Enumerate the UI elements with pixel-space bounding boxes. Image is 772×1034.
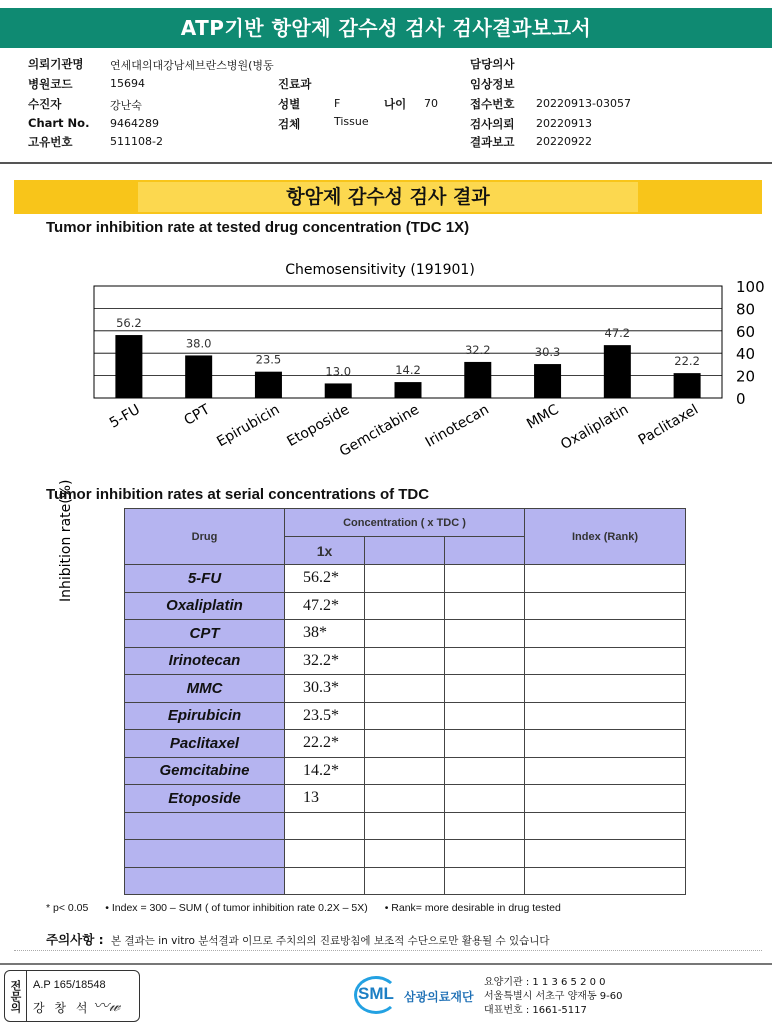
value-cell bbox=[445, 785, 525, 813]
value-cell bbox=[365, 620, 445, 648]
report-title: ATP기반 항암제 감수성 검사 검사결과보고서 bbox=[0, 8, 772, 48]
ytick-label: 20 bbox=[736, 367, 756, 386]
info-divider bbox=[0, 162, 772, 164]
value-cell bbox=[445, 812, 525, 840]
stamp-side-label: 전문의 bbox=[5, 971, 27, 1021]
header-index: Index (Rank) bbox=[525, 509, 686, 565]
index-cell bbox=[525, 757, 686, 785]
table-row bbox=[125, 620, 686, 648]
value-specimen: Tissue bbox=[334, 115, 369, 128]
bottom-divider bbox=[0, 963, 772, 965]
label-sex: 성별 bbox=[278, 97, 301, 111]
xtick-label: 5-FU bbox=[106, 401, 143, 432]
index-cell bbox=[525, 647, 686, 675]
lab-code: 요양기관 : 1 1 3 6 5 2 0 0 bbox=[484, 977, 606, 988]
value-receipt: 20220913-03057 bbox=[536, 97, 631, 110]
caution-text: 본 결과는 in vitro 분석결과 이므로 주치의의 진료방침에 보조적 수단으로만 활용될 수 있습니다 bbox=[111, 935, 550, 947]
index-cell bbox=[525, 702, 686, 730]
footnote-index: • Index = 300 – SUM ( of tumor inhibition rate 0.2X – 5X) bbox=[105, 902, 368, 914]
label-org: 의뢰기관명 bbox=[28, 57, 84, 71]
label-dept: 진료과 bbox=[278, 77, 312, 91]
ytick-label: 40 bbox=[736, 345, 756, 364]
lab-address bbox=[484, 976, 623, 1018]
logo-text: SML bbox=[358, 984, 394, 1003]
ytick-label: 100 bbox=[736, 278, 765, 296]
value-cell bbox=[445, 757, 525, 785]
bar-value-label: 32.2 bbox=[464, 342, 491, 357]
value-cell bbox=[445, 730, 525, 758]
table-row bbox=[125, 840, 686, 868]
value-1x-cell: 38* bbox=[285, 620, 365, 648]
bar-value-label: 22.2 bbox=[674, 354, 700, 369]
ytick-label: 0 bbox=[736, 390, 746, 408]
label-unique: 고유번호 bbox=[28, 135, 73, 149]
value-1x-cell: 14.2* bbox=[285, 757, 365, 785]
value-report: 20220922 bbox=[536, 135, 592, 148]
value-age: 70 bbox=[424, 97, 438, 110]
lab-street: 서울특별시 서초구 양재동 9-60 bbox=[484, 991, 623, 1002]
header-1x: 1x bbox=[285, 537, 365, 565]
value-cell bbox=[445, 840, 525, 868]
label-chart: Chart No. bbox=[28, 116, 90, 130]
table-row bbox=[125, 812, 686, 840]
value-chart: 9464289 bbox=[110, 117, 159, 130]
drug-cell: Paclitaxel bbox=[125, 730, 285, 758]
bar-value-label: 56.2 bbox=[116, 316, 142, 331]
table-row bbox=[125, 730, 686, 758]
xtick-label: CPT bbox=[181, 401, 213, 429]
value-cell bbox=[445, 867, 525, 895]
value-cell bbox=[365, 840, 445, 868]
table-row bbox=[125, 785, 686, 813]
bar bbox=[115, 335, 142, 398]
value-cell bbox=[365, 730, 445, 758]
value-cell bbox=[365, 592, 445, 620]
header-drug: Drug bbox=[125, 509, 285, 565]
bar bbox=[604, 345, 631, 398]
table-row bbox=[125, 647, 686, 675]
drug-cell bbox=[125, 840, 285, 868]
bar bbox=[185, 355, 212, 398]
drug-cell: Epirubicin bbox=[125, 702, 285, 730]
value-cell bbox=[445, 702, 525, 730]
value-cell bbox=[365, 812, 445, 840]
value-1x-cell bbox=[285, 867, 365, 895]
value-unique: 511108-2 bbox=[110, 135, 163, 148]
drug-cell: Gemcitabine bbox=[125, 757, 285, 785]
chart-ylabel: Inhibition rate(%) bbox=[58, 479, 74, 602]
bar-value-label: 47.2 bbox=[604, 326, 631, 341]
drug-cell bbox=[125, 867, 285, 895]
sml-logo bbox=[354, 976, 478, 1016]
bar-value-label: 23.5 bbox=[255, 352, 282, 367]
index-cell bbox=[525, 730, 686, 758]
chart-title: Chemosensitivity (191901) bbox=[285, 262, 475, 278]
bar bbox=[325, 383, 352, 398]
concentration-table bbox=[124, 508, 686, 895]
pathologist-stamp bbox=[4, 970, 140, 1022]
drug-cell: MMC bbox=[125, 675, 285, 703]
table-row bbox=[125, 757, 686, 785]
value-cell bbox=[365, 647, 445, 675]
header-concentration: Concentration ( x TDC ) bbox=[285, 509, 525, 537]
label-request: 검사의뢰 bbox=[470, 117, 515, 131]
value-sex: F bbox=[334, 97, 341, 110]
label-doctor: 담당의사 bbox=[470, 57, 515, 71]
value-cell bbox=[365, 702, 445, 730]
table-row bbox=[125, 592, 686, 620]
lab-phone: 대표번호 : 1661-5117 bbox=[484, 1005, 587, 1016]
bar-value-label: 30.3 bbox=[534, 345, 561, 360]
value-cell bbox=[445, 675, 525, 703]
footnotes bbox=[46, 902, 575, 914]
ytick-label: 60 bbox=[736, 322, 756, 341]
index-cell bbox=[525, 785, 686, 813]
drug-cell: Irinotecan bbox=[125, 647, 285, 675]
index-cell bbox=[525, 620, 686, 648]
value-1x-cell: 22.2* bbox=[285, 730, 365, 758]
label-receipt: 접수번호 bbox=[470, 97, 515, 111]
xtick-label: Oxaliplatin bbox=[558, 401, 632, 454]
value-cell bbox=[365, 565, 445, 593]
index-cell bbox=[525, 675, 686, 703]
patient-info bbox=[28, 56, 748, 152]
caution-label: 주의사항 : bbox=[46, 932, 104, 947]
drug-cell bbox=[125, 812, 285, 840]
label-specimen: 검체 bbox=[278, 117, 301, 131]
value-1x-cell bbox=[285, 840, 365, 868]
xtick-label: Irinotecan bbox=[422, 401, 492, 451]
stamp-license: A.P 165/18548 bbox=[33, 979, 106, 991]
table-row bbox=[125, 675, 686, 703]
index-cell bbox=[525, 840, 686, 868]
bar-value-label: 14.2 bbox=[395, 363, 421, 378]
bar bbox=[464, 362, 491, 398]
value-1x-cell: 30.3* bbox=[285, 675, 365, 703]
xtick-label: Gemcitabine bbox=[336, 401, 422, 460]
drug-cell: CPT bbox=[125, 620, 285, 648]
footnote-p: * p< 0.05 bbox=[46, 902, 89, 914]
xtick-label: Paclitaxel bbox=[635, 401, 702, 449]
table-row bbox=[125, 565, 686, 593]
table-section-title: Tumor inhibition rates at serial concentrations of TDC bbox=[46, 486, 430, 503]
label-age: 나이 bbox=[384, 97, 407, 111]
value-1x-cell: 32.2* bbox=[285, 647, 365, 675]
chart-section-title: Tumor inhibition rate at tested drug concentration (TDC 1X) bbox=[46, 219, 470, 236]
bar bbox=[395, 382, 422, 398]
bar bbox=[534, 364, 561, 398]
value-cell bbox=[445, 620, 525, 648]
value-cell bbox=[365, 785, 445, 813]
value-cell bbox=[445, 565, 525, 593]
value-1x-cell: 56.2* bbox=[285, 565, 365, 593]
dotted-divider bbox=[14, 950, 762, 951]
stamp-name: 강 창 석 bbox=[33, 1001, 91, 1015]
value-1x-cell bbox=[285, 812, 365, 840]
value-cell bbox=[365, 867, 445, 895]
label-hospital-code: 병원코드 bbox=[28, 77, 73, 91]
label-name: 수진자 bbox=[28, 97, 62, 111]
header-conc-2 bbox=[365, 537, 445, 565]
value-1x-cell: 13 bbox=[285, 785, 365, 813]
label-clinical: 임상정보 bbox=[470, 77, 515, 91]
xtick-label: Etoposide bbox=[284, 401, 353, 450]
table-row bbox=[125, 867, 686, 895]
value-cell bbox=[365, 675, 445, 703]
section-title: 항암제 감수성 검사 결과 bbox=[138, 182, 638, 212]
bar bbox=[674, 373, 701, 398]
index-cell bbox=[525, 812, 686, 840]
value-org: 연세대의대강남세브란스병원(병동 bbox=[110, 59, 274, 72]
section-banner bbox=[14, 180, 762, 214]
xtick-label: Epirubicin bbox=[214, 401, 283, 451]
bar bbox=[255, 372, 282, 398]
bar-value-label: 38.0 bbox=[185, 336, 212, 351]
signature-icon: 〰𝓌 bbox=[93, 996, 121, 1015]
value-1x-cell: 47.2* bbox=[285, 592, 365, 620]
index-cell bbox=[525, 565, 686, 593]
drug-cell: Oxaliplatin bbox=[125, 592, 285, 620]
footnote-rank: • Rank= more desirable in drug tested bbox=[384, 902, 561, 914]
drug-cell: 5-FU bbox=[125, 565, 285, 593]
index-cell bbox=[525, 592, 686, 620]
header-conc-3 bbox=[445, 537, 525, 565]
value-cell bbox=[445, 592, 525, 620]
ytick-label: 80 bbox=[736, 300, 756, 319]
value-cell bbox=[445, 647, 525, 675]
value-request: 20220913 bbox=[536, 117, 592, 130]
label-report: 결과보고 bbox=[470, 135, 515, 149]
xtick-label: MMC bbox=[524, 401, 562, 433]
value-cell bbox=[365, 757, 445, 785]
index-cell bbox=[525, 867, 686, 895]
value-hospital-code: 15694 bbox=[110, 77, 145, 90]
value-name: 강난숙 bbox=[110, 99, 142, 112]
table-row bbox=[125, 702, 686, 730]
lab-name: 삼광의료재단 bbox=[404, 990, 474, 1004]
value-1x-cell: 23.5* bbox=[285, 702, 365, 730]
bar-value-label: 13.0 bbox=[325, 364, 352, 379]
caution bbox=[46, 930, 550, 948]
drug-cell: Etoposide bbox=[125, 785, 285, 813]
